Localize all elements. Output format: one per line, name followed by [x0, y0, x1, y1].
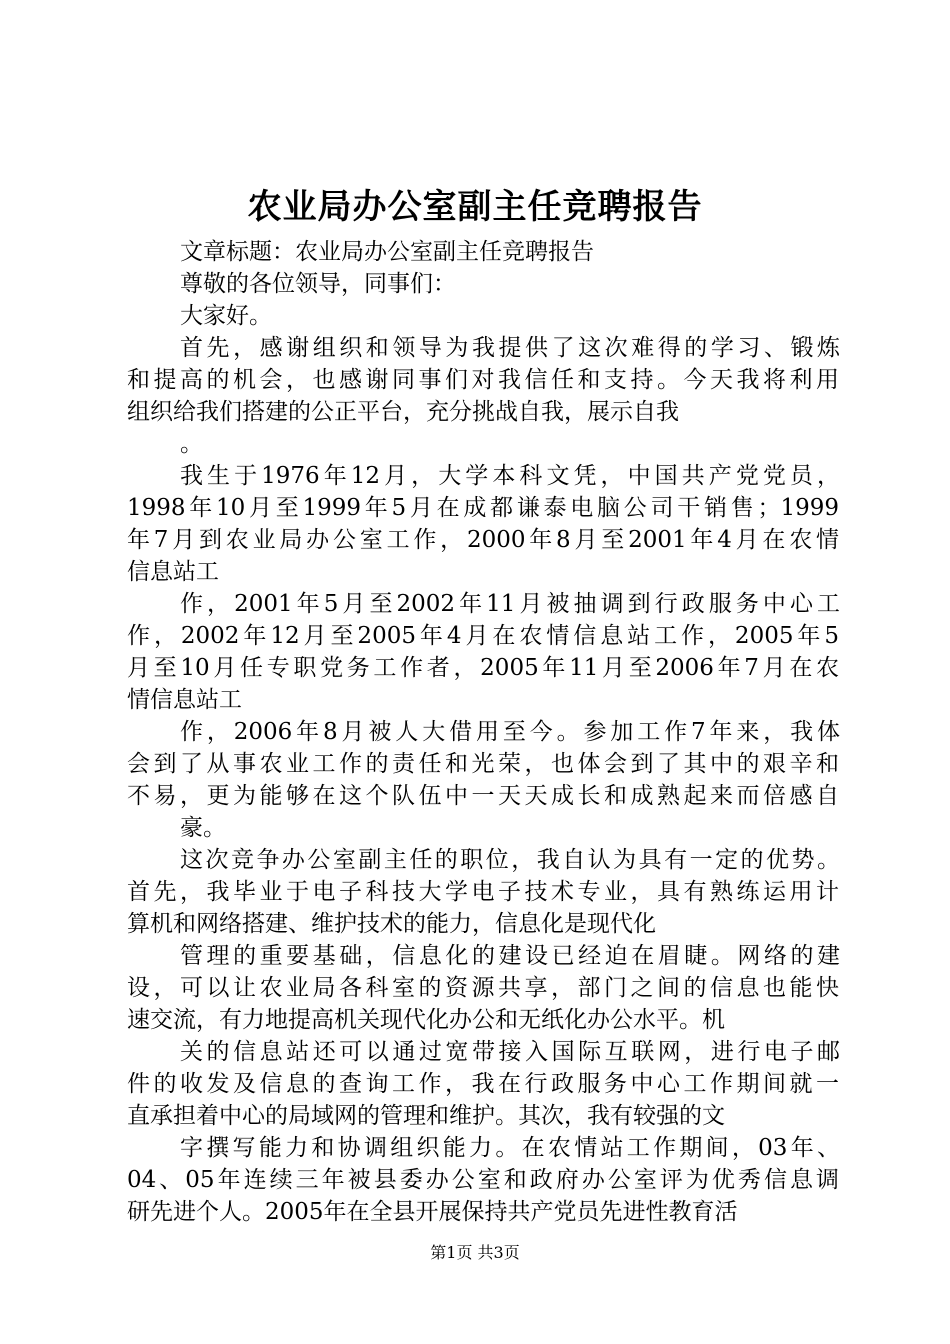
body-line: 年7月到农业局办公室工作，2000年8月至2001年4月在农情 [127, 527, 839, 553]
body-line: 作，2002年12月至2005年4月在农情信息站工作，2005年5 [127, 623, 839, 649]
body-line: 研先进个人。2005年在全县开展保持共产党员先进性教育活 [127, 1199, 738, 1225]
body-line: 设，可以让农业局各科室的资源共享，部门之间的信息也能快 [127, 975, 839, 1001]
body-line: 直承担着中心的局域网的管理和维护。其次，我有较强的文 [127, 1103, 725, 1129]
body-line: 文章标题：农业局办公室副主任竞聘报告 [180, 239, 594, 265]
body-line: 04、05年连续三年被县委办公室和政府办公室评为优秀信息调 [127, 1167, 839, 1193]
document-title: 农业局办公室副主任竞聘报告 [247, 187, 703, 227]
body-line: 作，2006年8月被人大借用至今。参加工作7年来，我体 [180, 719, 840, 745]
body-line: 尊敬的各位领导，同事们： [180, 271, 456, 297]
body-line: 。 [180, 431, 203, 457]
body-line: 字撰写能力和协调组织能力。在农情站工作期间，03年、 [180, 1135, 840, 1161]
body-line: 月至10月任专职党务工作者，2005年11月至2006年7月在农 [127, 655, 839, 681]
body-line: 我生于1976年12月，大学本科文凭，中国共产党党员， [180, 463, 840, 489]
body-line: 情信息站工 [127, 687, 242, 713]
body-line: 会到了从事农业工作的责任和光荣，也体会到了其中的艰辛和 [127, 751, 839, 777]
body-line: 这次竞争办公室副主任的职位，我自认为具有一定的优势。 [180, 847, 840, 873]
body-line: 组织给我们搭建的公正平台，充分挑战自我，展示自我 [127, 399, 679, 425]
body-line: 信息站工 [127, 559, 219, 585]
body-line: 件的收发及信息的查询工作，我在行政服务中心工作期间就一 [127, 1071, 839, 1097]
body-line: 管理的重要基础，信息化的建设已经迫在眉睫。网络的建 [180, 943, 840, 969]
body-line: 关的信息站还可以通过宽带接入国际互联网，进行电子邮 [180, 1039, 840, 1065]
body-line: 不易，更为能够在这个队伍中一天天成长和成熟起来而倍感自 [127, 783, 839, 809]
body-line: 速交流，有力地提高机关现代化办公和无纸化办公水平。机 [127, 1007, 725, 1033]
body-line: 1998年10月至1999年5月在成都谦泰电脑公司干销售；1999 [127, 495, 839, 521]
body-line: 作，2001年5月至2002年11月被抽调到行政服务中心工 [180, 591, 840, 617]
body-line: 算机和网络搭建、维护技术的能力，信息化是现代化 [127, 911, 656, 937]
body-line: 和提高的机会，也感谢同事们对我信任和支持。今天我将利用 [127, 367, 839, 393]
page-footer: 第1页 共3页 [430, 1243, 520, 1262]
body-line: 大家好。 [180, 303, 272, 329]
body-line: 首先，我毕业于电子科技大学电子技术专业，具有熟练运用计 [127, 879, 839, 905]
body-line: 首先，感谢组织和领导为我提供了这次难得的学习、锻炼 [180, 335, 840, 361]
body-line: 豪。 [180, 815, 226, 841]
